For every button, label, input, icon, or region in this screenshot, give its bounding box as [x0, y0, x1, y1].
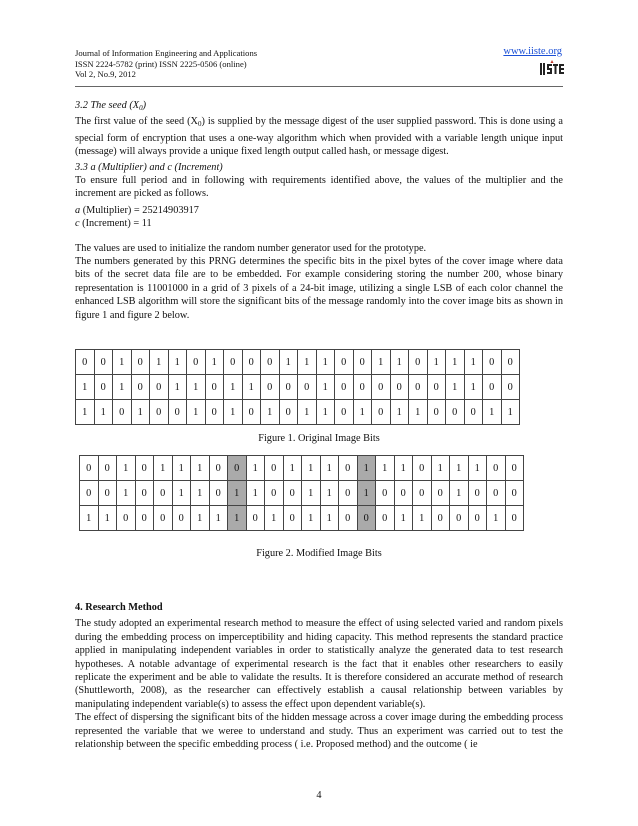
figure1-bit-cell: 1	[372, 350, 391, 375]
figure1-bit-cell: 1	[483, 400, 502, 425]
figure1-bit-cell: 0	[353, 375, 372, 400]
figure2-bit-cell: 1	[450, 456, 469, 481]
figure2-bit-cell: 1	[154, 456, 173, 481]
figure1-bit-cell: 1	[242, 375, 261, 400]
figure2-bit-cell: 1	[376, 456, 395, 481]
figure2-table	[79, 455, 524, 531]
figure1-bit-cell: 0	[427, 375, 446, 400]
figure1-bit-cell: 1	[446, 350, 465, 375]
multiplier-value: a (Multiplier) = 25214903917	[75, 204, 199, 216]
para-values: The values are used to initialize the random number generator used for the prototype.	[75, 242, 427, 254]
figure2-bit-cell: 1	[172, 456, 191, 481]
increment-value: c (Increment) = 11	[75, 218, 152, 230]
figure1-bit-cell: 1	[464, 375, 483, 400]
figure1-bit-cell: 1	[131, 400, 150, 425]
figure2-bit-cell: 0	[505, 456, 524, 481]
figure2-bit-cell: 1	[80, 506, 99, 531]
figure1-bit-cell: 0	[335, 375, 354, 400]
heading-seed: 3.2 The seed $(X_0)$	[75, 100, 146, 112]
figure1-bit-cell: 1	[427, 350, 446, 375]
figure1-bit-cell: 1	[205, 350, 224, 375]
figure2-bit-cell: 0	[209, 456, 228, 481]
figure1-bit-cell: 0	[242, 350, 261, 375]
figure1-bit-cell: 1	[279, 350, 298, 375]
figure2-bit-cell: 0	[98, 481, 117, 506]
figure2-bit-cell: 1	[431, 456, 450, 481]
figure2-bit-cell: 0	[431, 506, 450, 531]
figure1-bit-cell: 1	[390, 350, 409, 375]
figure1-bit-cell: 0	[187, 350, 206, 375]
figure1-bit-cell: 1	[187, 400, 206, 425]
figure2-bit-cell: 0	[172, 506, 191, 531]
figure1-bit-cell: 0	[150, 400, 169, 425]
figure1-bit-cell: 1	[76, 375, 95, 400]
figure1-bit-cell: 0	[131, 375, 150, 400]
para-research-2: The effect of dispersing the significant bits of the hidden message across a cover image during the embedding process represented the variable that we wereе to understand and study. Thus an experiment was carried out to test the relationship between the specific embedding process ( i.e. Proposed method) and the outcome ( ie	[75, 712, 563, 751]
figure2-bit-cell: 1	[413, 506, 432, 531]
figure1-bit-cell: 0	[427, 400, 446, 425]
figure2-bit-cell: 0	[80, 456, 99, 481]
figure1-bit-cell: 0	[205, 375, 224, 400]
figure1-bit-cell: 0	[279, 400, 298, 425]
figure1-bit-cell: 1	[464, 350, 483, 375]
figure1-bit-cell: 0	[76, 350, 95, 375]
figure1-bit-cell: 0	[242, 400, 261, 425]
figure1-bit-cell: 1	[390, 400, 409, 425]
figure1-bit-cell: 1	[409, 400, 428, 425]
figure2-bit-cell: 0	[135, 481, 154, 506]
figure1-bit-cell: 0	[131, 350, 150, 375]
figure1-bit-cell: 0	[464, 400, 483, 425]
figure2-bit-cell: 0	[468, 481, 487, 506]
figure1-bit-cell: 1	[316, 400, 335, 425]
figure2-bit-cell: 1	[394, 456, 413, 481]
figure2-bit-cell: 1	[302, 481, 321, 506]
figure1-bit-cell: 1	[168, 350, 187, 375]
figure1-bit-cell: 0	[94, 375, 113, 400]
figure2-bit-cell: 0	[246, 506, 265, 531]
figure1-bit-cell: 0	[372, 400, 391, 425]
figure1-bit-cell: 0	[372, 375, 391, 400]
figure2-bit-cell: 0	[487, 456, 506, 481]
figure2-bit-cell: 0	[394, 481, 413, 506]
figure2-bit-cell: 0	[357, 506, 376, 531]
figure2-bit-cell: 0	[376, 506, 395, 531]
figure1-bit-cell: 0	[150, 375, 169, 400]
figure1-bit-cell: 0	[205, 400, 224, 425]
figure1-bit-cell: 1	[113, 375, 132, 400]
figure2-bit-cell: 0	[487, 481, 506, 506]
figure2-bit-cell: 1	[246, 481, 265, 506]
figure1-bit-cell: 1	[501, 400, 520, 425]
figure1-bit-cell: 0	[335, 350, 354, 375]
figure2-bit-cell: 1	[172, 481, 191, 506]
figure2-row	[80, 506, 524, 531]
figure2-bit-cell: 1	[283, 456, 302, 481]
figure1-bit-cell: 0	[390, 375, 409, 400]
figure1-caption: Figure 1. Original Image Bits	[258, 433, 380, 444]
figure2-bit-cell: 1	[228, 506, 247, 531]
figure2-bit-cell: 1	[468, 456, 487, 481]
figure1-bit-cell: 0	[261, 375, 280, 400]
figure2-bit-cell: 0	[135, 506, 154, 531]
figure2-bit-cell: 0	[339, 506, 358, 531]
figure2-bit-cell: 1	[191, 481, 210, 506]
figure2-bit-cell: 0	[135, 456, 154, 481]
heading-multiplier: 3.3 a (Multiplier) and c (Increment)	[75, 161, 223, 173]
figure1-bit-cell: 0	[409, 350, 428, 375]
figure2-bit-cell: 0	[431, 481, 450, 506]
figure2-bit-cell: 1	[228, 481, 247, 506]
figure1-bit-cell: 1	[187, 375, 206, 400]
figure1-table	[75, 349, 520, 425]
figure1-bit-cell: 1	[446, 375, 465, 400]
figure2-bit-cell: 0	[283, 481, 302, 506]
figure1-bit-cell: 1	[298, 400, 317, 425]
figure1-bit-cell: 1	[316, 350, 335, 375]
figure1-bit-cell: 0	[353, 350, 372, 375]
figure2-bit-cell: 0	[228, 456, 247, 481]
figure1-bit-cell: 0	[501, 375, 520, 400]
figure1-bit-cell: 0	[483, 350, 502, 375]
figure2-bit-cell: 0	[80, 481, 99, 506]
figure1-bit-cell: 1	[261, 400, 280, 425]
journal-header	[75, 48, 257, 80]
figure2-bit-cell: 0	[376, 481, 395, 506]
figure2-bit-cell: 0	[339, 481, 358, 506]
figure2-bit-cell: 1	[320, 506, 339, 531]
figure1-bit-cell: 1	[224, 375, 243, 400]
figure1-bit-cell: 0	[279, 375, 298, 400]
heading-research-method: 4. Research Method	[75, 602, 163, 613]
journal-issn: ISSN 2224-5782 (print) ISSN 2225-0506 (online)	[75, 58, 247, 69]
figure2-bit-cell: 1	[209, 506, 228, 531]
section-research-method	[75, 601, 563, 751]
figure2-bit-cell: 0	[265, 456, 284, 481]
figure1-bit-cell: 1	[168, 375, 187, 400]
figure2-bit-cell: 0	[117, 506, 136, 531]
section-seed	[75, 99, 563, 322]
figure1-row	[76, 350, 520, 375]
figure1-bit-cell: 1	[76, 400, 95, 425]
para-prng: The numbers generated by this PRNG determines the specific bits in the pixel bytes of the cover image where data bits of the secret data file are to be embedded. For example considering storing the number 200, whose binary representation is 11001000 in a grid of 3 pixels of a 24-bit image, utilizing a single LSB of each color channel the enhanced LSB algorithm will store the significant bits of the message randomly into the cover image bits as shown in figure 1 and figure 2 below.	[75, 256, 563, 321]
figure1-bit-cell: 1	[316, 375, 335, 400]
figure1-bit-cell: 1	[150, 350, 169, 375]
figure1-row	[76, 400, 520, 425]
figure2-bit-cell: 1	[450, 481, 469, 506]
figure2-bit-cell: 1	[487, 506, 506, 531]
figure1-bit-cell: 1	[353, 400, 372, 425]
page-number: 4	[316, 790, 322, 801]
figure2-bit-cell: 0	[154, 506, 173, 531]
figure2-bit-cell: 1	[117, 481, 136, 506]
figure2-caption: Figure 2. Modified Image Bits	[256, 548, 382, 559]
figure2-bit-cell: 1	[302, 456, 321, 481]
figure2-bit-cell: 0	[283, 506, 302, 531]
journal-volume: Vol 2, No.9, 2012	[75, 69, 136, 79]
figure1-bit-cell: 0	[446, 400, 465, 425]
figure1-bit-cell: 0	[94, 350, 113, 375]
figure2-row	[80, 456, 524, 481]
figure2-bit-cell: 1	[320, 481, 339, 506]
figure2-bit-cell: 0	[505, 506, 524, 531]
figure2-bit-cell: 0	[413, 481, 432, 506]
figure1-row	[76, 375, 520, 400]
figure2-bit-cell: 0	[468, 506, 487, 531]
figure2-bit-cell: 0	[209, 481, 228, 506]
para-seed: The first value of the seed $(X_0)$ is supplied by the message digest of the user supplied password. This is done using a special form of encryption that uses a one-way algorithm which when provided with a variable length unique input (message) will always provide a unique fixed length output called hash, or message digest.	[75, 116, 563, 158]
figure2-bit-cell: 1	[246, 456, 265, 481]
figure1-bit-cell: 0	[409, 375, 428, 400]
figure1-bit-cell: 1	[113, 350, 132, 375]
para-multiplier: To ensure full period and in following with requirements identified above, the values of the multiplier and the increment are picked as follows.	[75, 175, 563, 200]
figure2-bit-cell: 0	[339, 456, 358, 481]
figure2-bit-cell: 1	[98, 506, 117, 531]
figure1-bit-cell: 1	[298, 350, 317, 375]
figure1-bit-cell: 0	[298, 375, 317, 400]
figure2-bit-cell: 0	[413, 456, 432, 481]
iiste-logo-icon	[540, 60, 564, 78]
figure1-bit-cell: 0	[335, 400, 354, 425]
figure1-bit-cell: 0	[261, 350, 280, 375]
figure1-bit-cell: 1	[224, 400, 243, 425]
header-rule	[75, 86, 563, 87]
figure2-bit-cell: 1	[302, 506, 321, 531]
figure2-bit-cell: 1	[357, 456, 376, 481]
figure1-bit-cell: 0	[168, 400, 187, 425]
figure2-bit-cell: 1	[320, 456, 339, 481]
figure2-bit-cell: 1	[191, 506, 210, 531]
figure2-row	[80, 481, 524, 506]
figure2-bit-cell: 1	[265, 506, 284, 531]
figure2-bit-cell: 0	[505, 481, 524, 506]
figure1-bit-cell: 0	[224, 350, 243, 375]
journal-title: Journal of Information Engineering and Applications	[75, 48, 258, 58]
figure1-bit-cell: 0	[483, 375, 502, 400]
para-research-1: The study adopted an experimental research method to measure the effect of using selected varied and random pixels during the embedding process on imperceptibility and hiding capacity. This method represents the standard practice applied in manipulating independent variables in order to statistically analyze the generated data to test research hypotheses. A notable advantage of experimental research is the fact that it enables other researchers to easily replicate the experiment and be able to validate the results. It is therefore considered an accurate method of research (Shuttleworth, 2008), as the researcher can effectively establish a causal relationship between variables by manipulating independent variable(s) to assess the effect upon dependent variable(s).	[75, 618, 563, 710]
figure2-bit-cell: 1	[357, 481, 376, 506]
figure2-bit-cell: 1	[394, 506, 413, 531]
figure2-bit-cell: 1	[191, 456, 210, 481]
figure2-bit-cell: 0	[154, 481, 173, 506]
figure1-bit-cell: 0	[501, 350, 520, 375]
figure2-bit-cell: 0	[450, 506, 469, 531]
website-link[interactable]: www.iiste.org	[503, 46, 562, 57]
figure2-bit-cell: 0	[98, 456, 117, 481]
figure1-bit-cell: 1	[94, 400, 113, 425]
figure2-bit-cell: 0	[265, 481, 284, 506]
figure2-bit-cell: 1	[117, 456, 136, 481]
figure1-bit-cell: 0	[113, 400, 132, 425]
